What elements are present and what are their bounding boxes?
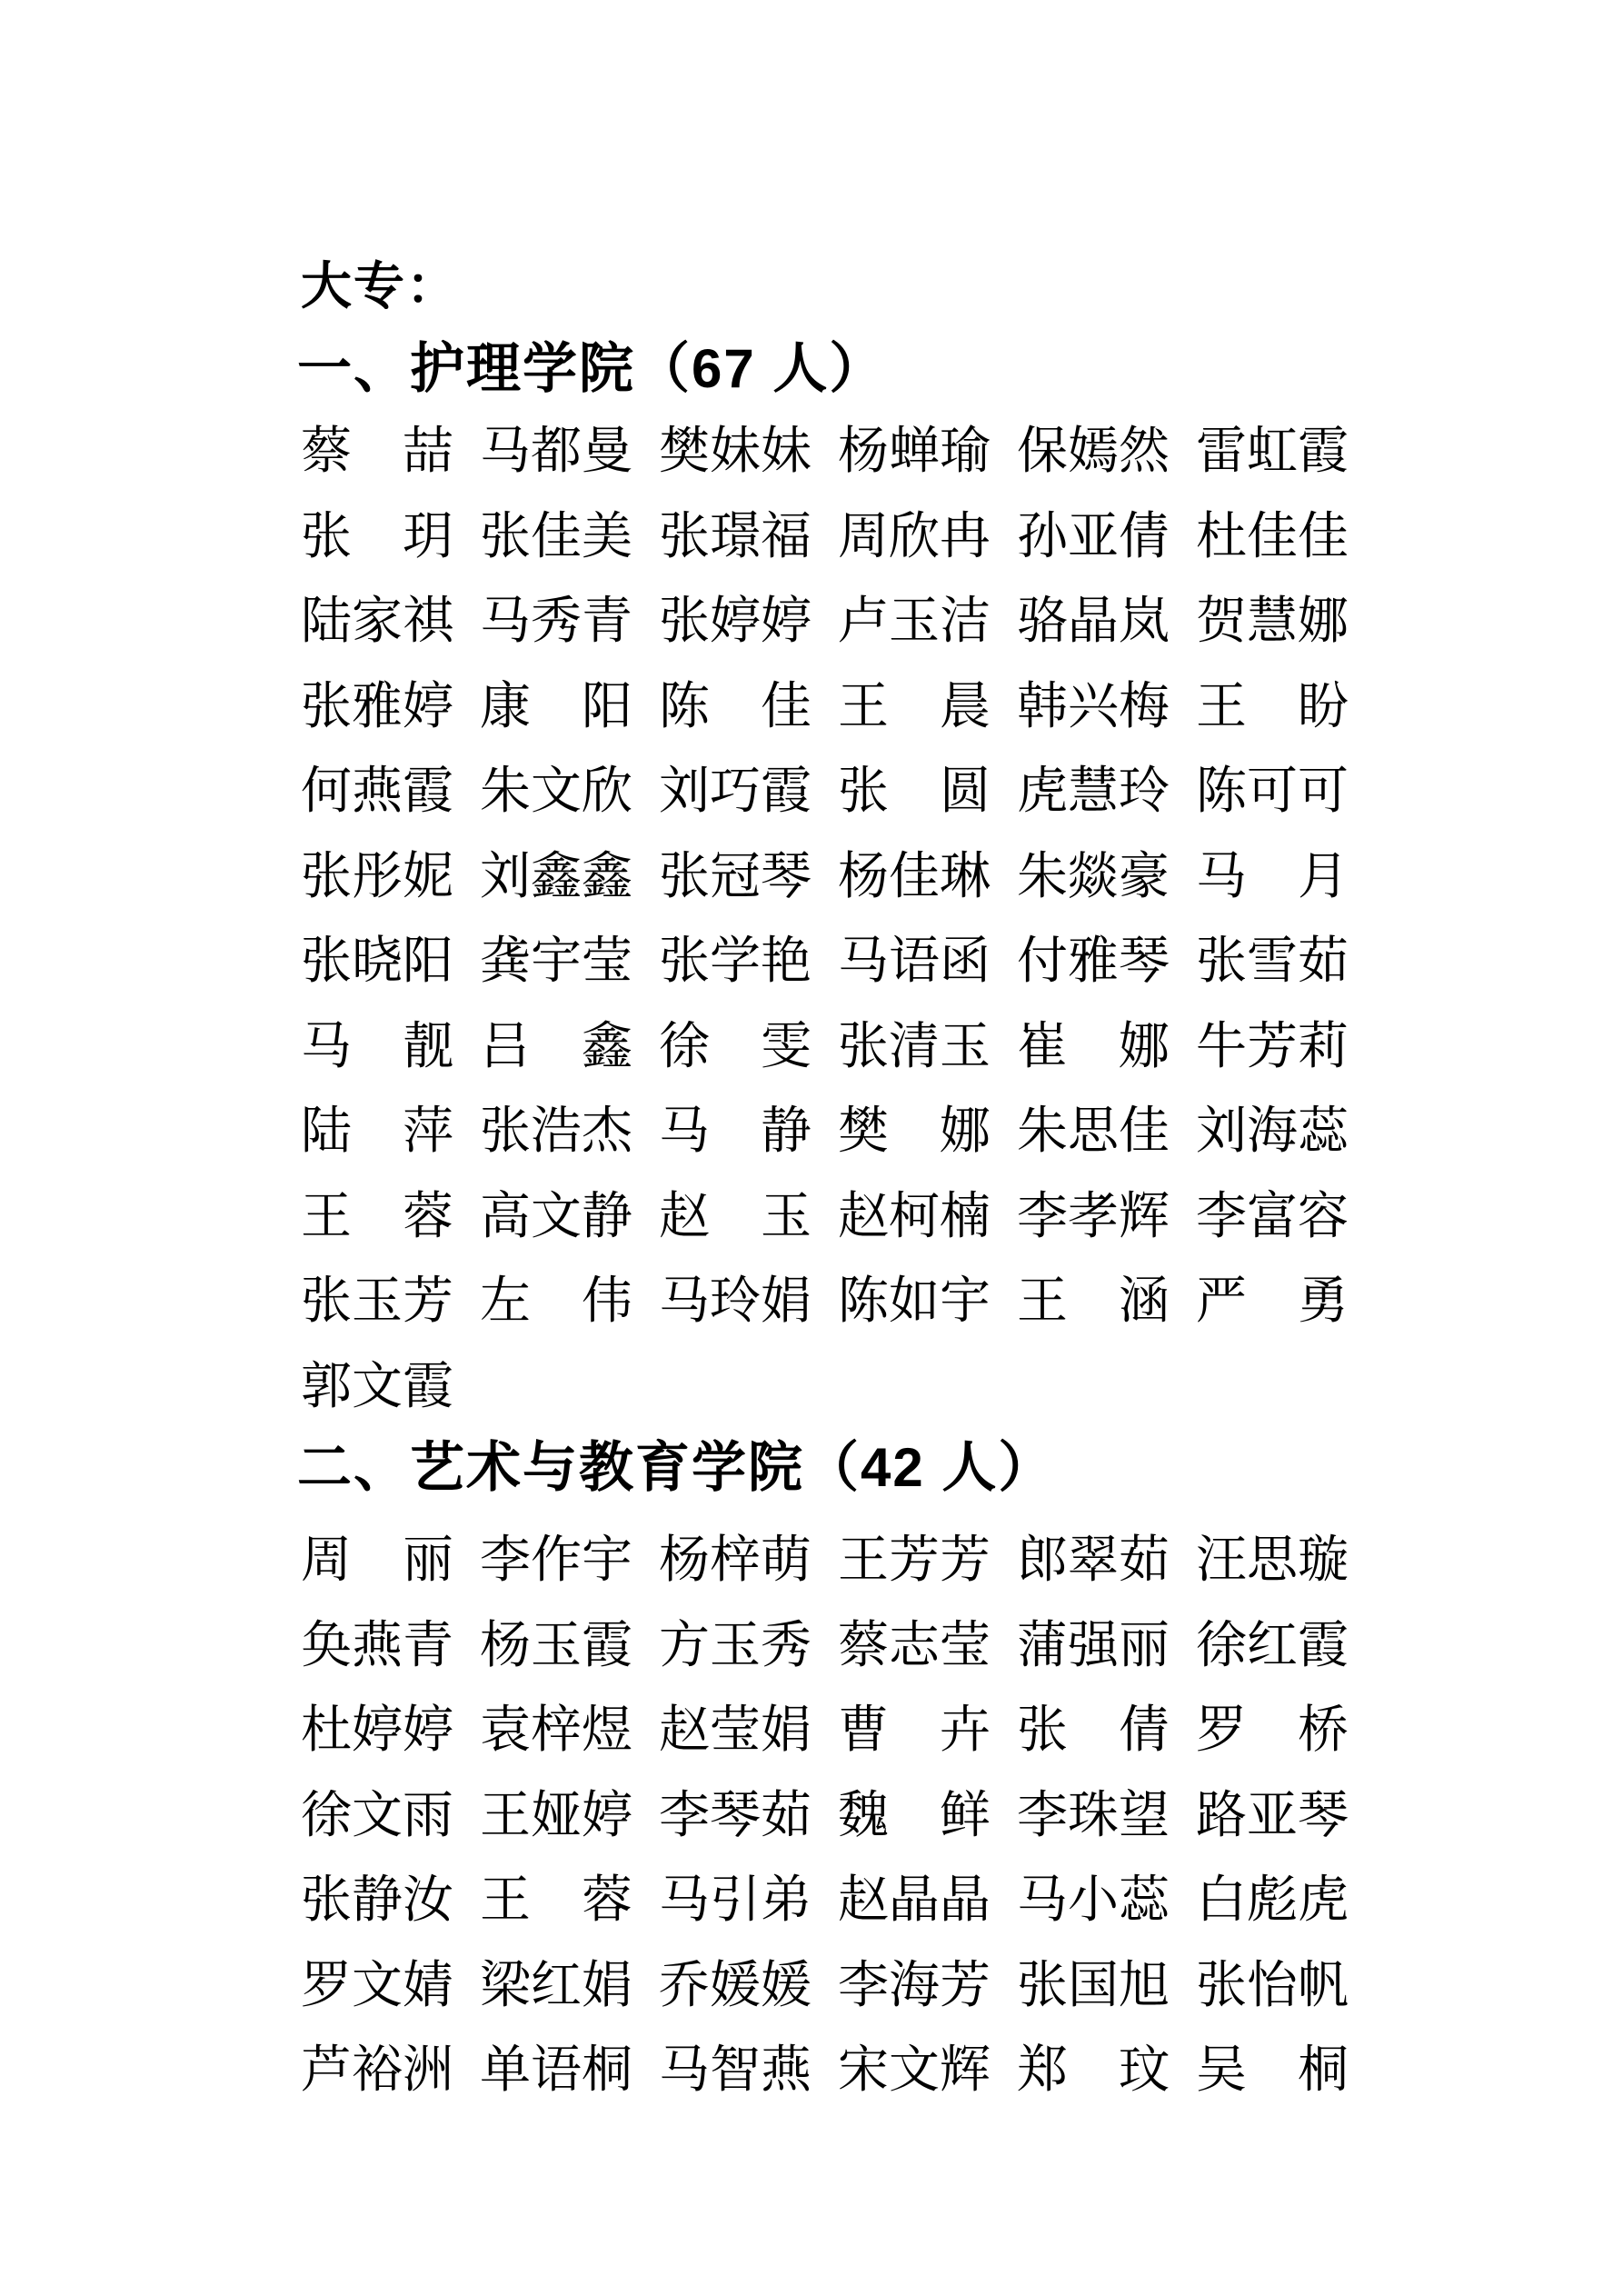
student-name: 奂燕青 [301,1617,453,1674]
student-name: 陆家祺 [301,594,453,650]
student-name: 张雪茹 [1196,933,1349,990]
student-name: 陈可可 [1196,764,1349,820]
student-name: 李富容 [1196,1188,1349,1245]
student-name: 张玉芳 [301,1273,453,1330]
student-name: 王 涵 [1017,1273,1170,1330]
student-name: 罗 桥 [1196,1702,1349,1759]
student-name: 蔡 喆 [301,424,453,480]
student-name: 杨梓萌 [659,1532,812,1589]
student-name: 芦裕洲 [301,2042,453,2099]
student-name: 樊 娜 [838,1103,991,1160]
student-name: 张怡帆 [1196,1957,1349,2014]
student-name: 孙亚倩 [1017,508,1170,565]
student-name: 张雅婷 [301,678,453,735]
name-row [301,920,1349,1005]
student-name: 刘鑫鑫 [480,848,632,905]
student-name: 单语桐 [480,2042,632,2099]
student-name: 曹 卉 [838,1702,991,1759]
student-name: 王娅婷 [480,1787,632,1844]
student-name: 骆晶岚 [1017,594,1170,650]
student-name: 李作宇 [480,1532,632,1589]
name-row [301,1175,1349,1261]
student-name: 李琴茹 [659,1787,812,1844]
student-name: 马引弟 [659,1872,812,1929]
name-row [301,1260,1349,1345]
student-name: 周欣冉 [838,508,991,565]
student-name: 刘巧霞 [659,764,812,820]
student-name: 袁梓煜 [480,1702,632,1759]
student-name: 张佳美 [480,508,632,565]
student-name: 方玉秀 [659,1617,812,1674]
student-name: 朱燚豪 [1017,848,1170,905]
student-name: 马都曼 [480,424,632,480]
student-name: 路亚琴 [1196,1787,1349,1844]
student-name: 保嫣然 [1017,424,1170,480]
student-name: 陈如宇 [838,1273,991,1330]
student-name: 马 靓 [301,1018,453,1075]
student-name: 张学艳 [659,933,812,990]
student-name: 张浩杰 [480,1103,632,1160]
student-name: 朱思佳 [1017,1103,1170,1160]
student-name: 张晓阳 [301,933,453,990]
student-name: 马 静 [659,1103,812,1160]
student-name: 虎慧玲 [1017,764,1170,820]
student-name: 左 伟 [480,1273,632,1330]
student-name: 张婷婷 [659,594,812,650]
student-name: 樊妹妹 [659,424,812,480]
student-name: 牛芳莉 [1196,1018,1349,1075]
section-2-title: 二、艺术与教育学院（42 人） [297,1437,1055,1498]
student-name: 卢玉洁 [838,594,991,650]
name-row [301,1944,1349,2030]
name-row [301,410,1349,495]
student-name: 杨佳琳 [838,848,991,905]
student-name: 吴 桐 [1196,2042,1349,2099]
student-name: 杨玉霞 [480,1617,632,1674]
student-name: 马语函 [838,933,991,990]
student-name: 赵 玉 [659,1188,812,1245]
name-row [301,1774,1349,1860]
student-name: 马 月 [1196,848,1349,905]
student-name: 汪思璇 [1196,1532,1349,1589]
student-name: 张清玉 [838,1018,991,1075]
student-name: 王 晨 [838,678,991,735]
student-name: 高文静 [480,1188,632,1245]
name-row [301,665,1349,751]
student-name: 张 圆 [838,764,991,820]
student-name: 李珠望 [1017,1787,1170,1844]
student-name: 白彪虎 [1196,1872,1349,1929]
section-1-name-list [301,410,1349,1430]
student-name: 崔 娜 [1017,1018,1170,1075]
name-row [301,2029,1349,2114]
student-name: 贺慧娜 [1196,594,1349,650]
student-name: 张国旭 [1017,1957,1170,2014]
student-name: 雷虹霞 [1196,424,1349,480]
student-name: 蔡志莹 [838,1617,991,1674]
student-name: 何燕霞 [301,764,453,820]
student-name: 周 丽 [301,1532,453,1589]
student-name: 龚宇莹 [480,933,632,990]
student-name: 郎翠茹 [1017,1532,1170,1589]
student-name: 马小蕊 [1017,1872,1170,1929]
student-name: 杨蝉瑜 [838,424,991,480]
student-name: 刘海蕊 [1196,1103,1349,1160]
student-name: 杜婷婷 [301,1702,453,1759]
student-name: 张静汝 [301,1872,453,1929]
student-name: 王芳芳 [838,1532,991,1589]
student-name: 宋文辉 [838,2042,991,2099]
student-name: 王 蓉 [301,1188,453,1245]
student-name: 乔媛媛 [659,1957,812,2014]
name-row [301,1345,1349,1431]
student-name: 张彤妮 [301,848,453,905]
name-row [301,495,1349,581]
student-name: 郑 玟 [1017,2042,1170,2099]
student-name: 徐红霞 [1196,1617,1349,1674]
student-name: 赵晶晶 [838,1872,991,1929]
name-row [301,750,1349,835]
student-name: 朱文欣 [480,764,632,820]
name-row [301,580,1349,665]
student-name: 蒲强丽 [1017,1617,1170,1674]
degree-level-heading: 大专： [301,259,459,315]
student-name: 赵莹娟 [659,1702,812,1759]
student-name: 李孝辉 [1017,1188,1170,1245]
student-name: 严 勇 [1196,1273,1349,1330]
student-name: 梁红娟 [480,1957,632,2014]
student-name: 吕 鑫 [480,1018,632,1075]
name-row [301,1859,1349,1944]
student-name: 张 玥 [301,508,453,565]
student-name: 徐 雯 [659,1018,812,1075]
name-row [301,835,1349,921]
student-name: 王 蓉 [480,1872,632,1929]
section-2-name-list [301,1519,1349,2114]
student-name: 杜佳佳 [1196,508,1349,565]
student-name: 韩兴梅 [1017,678,1170,735]
student-name: 张 倩 [1017,1702,1170,1759]
section-1-title: 一、护理学院（67 人） [297,338,886,399]
student-name: 马玲娟 [659,1273,812,1330]
student-name: 马智燕 [659,2042,812,2099]
student-name: 魏 鲜 [838,1787,991,1844]
student-name: 李海芳 [838,1957,991,2014]
student-name: 郭文霞 [301,1358,453,1415]
student-name: 张璟福 [659,508,812,565]
student-name: 陆 萍 [301,1103,453,1160]
student-name: 徐文雨 [301,1787,453,1844]
name-row [301,1604,1349,1690]
name-row [301,1090,1349,1175]
student-name: 王 盼 [1196,678,1349,735]
student-name: 罗文婧 [301,1957,453,2014]
student-name: 赵柯楠 [838,1188,991,1245]
student-name: 付雅琴 [1017,933,1170,990]
name-row [301,1689,1349,1774]
name-row [301,1519,1349,1604]
student-name: 陈 佳 [659,678,812,735]
student-name: 张冠琴 [659,848,812,905]
name-row [301,1005,1349,1091]
student-name: 马秀青 [480,594,632,650]
student-name: 康 阳 [480,678,632,735]
